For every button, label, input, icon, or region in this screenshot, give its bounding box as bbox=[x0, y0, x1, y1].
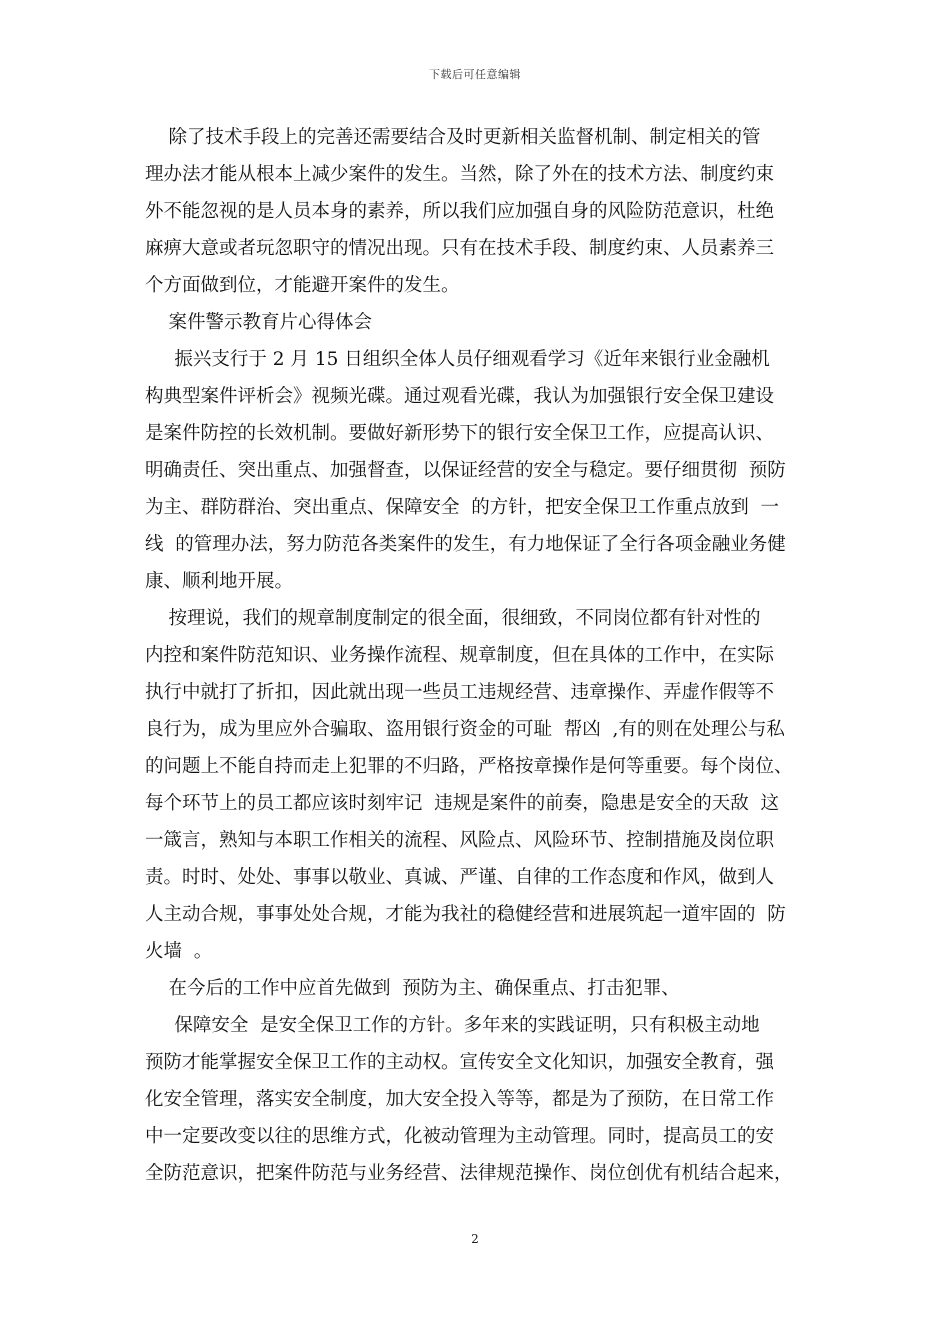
text-line: 良行为，成为里应外合骗取、盗用银行资金的可耻 帮凶 ,有的则在处理公与私 bbox=[145, 719, 785, 740]
text-line: 的问题上不能自持而走上犯罪的不归路，严格按章操作是何等重要。每个岗位、 bbox=[145, 756, 793, 777]
page-header: 下载后可任意编辑 bbox=[429, 68, 521, 81]
text-line: 保障安全 是安全保卫工作的方针。多年来的实践证明，只有积极主动地 bbox=[145, 1015, 760, 1036]
text-line: 执行中就打了折扣，因此就出现一些员工违规经营、违章操作、弄虚作假等不 bbox=[145, 682, 775, 703]
text-line: 中一定要改变以往的思维方式，化被动管理为主动管理。同时，提高员工的安 bbox=[145, 1126, 775, 1147]
text-line: 在今后的工作中应首先做到 预防为主、确保重点、打击犯罪、 bbox=[145, 978, 680, 999]
text-line: 人主动合规，事事处处合规，才能为我社的稳健经营和进展筑起一道牢固的 防 bbox=[145, 904, 786, 925]
text-line: 线 的管理办法，努力防范各类案件的发生，有力地保证了全行各项金融业务健 bbox=[145, 534, 786, 555]
text-line: 按理说，我们的规章制度制定的很全面，很细致，不同岗位都有针对性的 bbox=[145, 608, 761, 629]
text-line: 外不能忽视的是人员本身的素养，所以我们应加强自身的风险防范意识，杜绝 bbox=[145, 201, 775, 222]
text-line: 麻痹大意或者玩忽职守的情况出现。只有在技术手段、制度约束、人员素养三 bbox=[145, 238, 775, 259]
page-number: 2 bbox=[471, 1232, 479, 1246]
text-line: 理办法才能从根本上减少案件的发生。当然，除了外在的技术方法、制度约束 bbox=[145, 164, 775, 185]
text-line: 每个环节上的员工都应该时刻牢记 违规是案件的前奏，隐患是安全的天敌 这 bbox=[145, 793, 780, 814]
text-line: 预防才能掌握安全保卫工作的主动权。宣传安全文化知识，加强安全教育，强 bbox=[145, 1052, 775, 1073]
text-line: 振兴支行于 2 月 15 日组织全体人员仔细观看学习《近年来银行业金融机 bbox=[145, 349, 770, 370]
text-line: 一箴言，熟知与本职工作相关的流程、风险点、风险环节、控制措施及岗位职 bbox=[145, 830, 775, 851]
text-line: 为主、群防群治、突出重点、保障安全 的方针，把安全保卫工作重点放到 一 bbox=[145, 497, 780, 518]
text-line: 全防范意识，把案件防范与业务经营、法律规范操作、岗位创优有机结合起来， bbox=[145, 1163, 793, 1184]
text-line: 明确责任、突出重点、加强督查，以保证经营的安全与稳定。要仔细贯彻 预防 bbox=[145, 460, 786, 481]
text-line: 构典型案件评析会》视频光碟。通过观看光碟，我认为加强银行安全保卫建设 bbox=[145, 386, 775, 407]
text-line: 火墙 。 bbox=[145, 941, 213, 962]
text-line: 除了技术手段上的完善还需要结合及时更新相关监督机制、制定相关的管 bbox=[145, 127, 761, 148]
text-line: 化安全管理，落实安全制度，加大安全投入等等，都是为了预防，在日常工作 bbox=[145, 1089, 775, 1110]
text-line: 责。时时、处处、事事以敬业、真诚、严谨、自律的工作态度和作风，做到人 bbox=[145, 867, 775, 888]
section-title: 案件警示教育片心得体会 bbox=[145, 312, 373, 333]
text-line: 是案件防控的长效机制。要做好新形势下的银行安全保卫工作，应提高认识、 bbox=[145, 423, 775, 444]
text-line: 康、顺利地开展。 bbox=[145, 571, 294, 592]
text-line: 个方面做到位，才能避开案件的发生。 bbox=[145, 275, 460, 296]
text-line: 内控和案件防范知识、业务操作流程、规章制度，但在具体的工作中，在实际 bbox=[145, 645, 775, 666]
document-body bbox=[145, 119, 805, 1192]
